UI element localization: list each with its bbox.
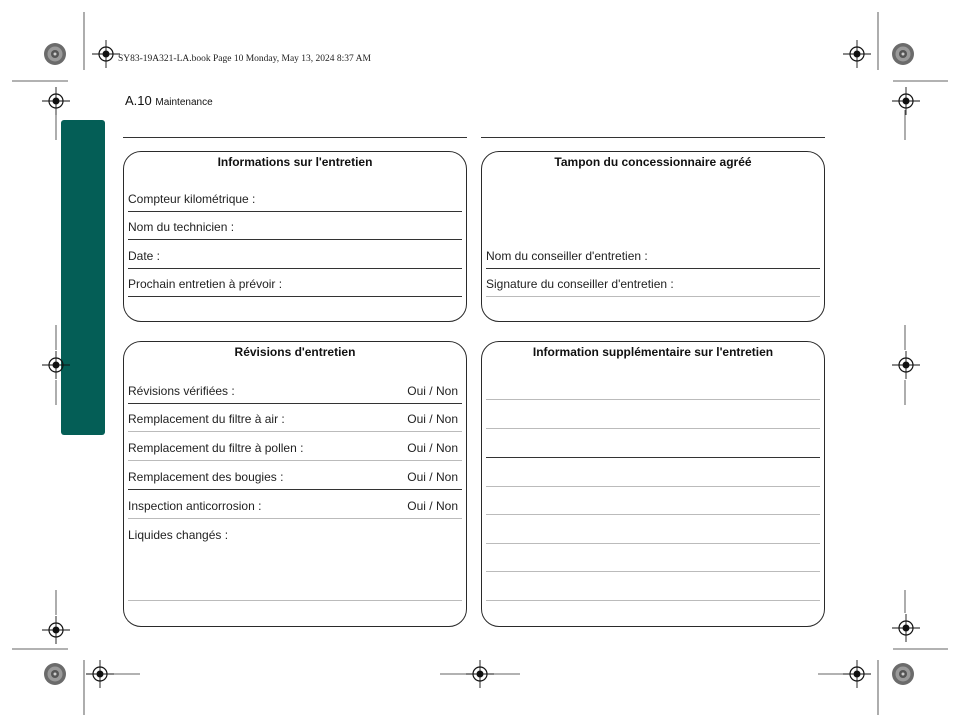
- field-label: Signature du conseiller d'entretien :: [486, 277, 674, 291]
- yes-no-choice[interactable]: Oui / Non: [407, 412, 458, 426]
- info-box-title: Informations sur l'entretien: [217, 155, 373, 169]
- field-label: Nom du technicien :: [128, 220, 235, 234]
- yes-no-choice[interactable]: Oui / Non: [407, 499, 458, 513]
- checklist-label: Remplacement du filtre à pollen :: [128, 441, 304, 455]
- slug-line: SY83-19A321-LA.book Page 10 Monday, May 13, 2024 8:37 AM: [118, 54, 371, 64]
- yes-no-choice[interactable]: Oui / Non: [407, 384, 458, 398]
- dealer-box-title: Tampon du concessionnaire agréé: [554, 155, 752, 169]
- field-label: Date :: [128, 249, 161, 263]
- field-label: Prochain entretien à prévoir :: [128, 277, 283, 291]
- revisions-box-title: Révisions d'entretien: [234, 345, 356, 359]
- field-label: Compteur kilométrique :: [128, 192, 256, 206]
- section-number: A.10: [125, 93, 152, 108]
- fluids-label: Liquides changés :: [128, 528, 229, 542]
- field-label: Nom du conseiller d'entretien :: [486, 249, 648, 263]
- section-title: Maintenance: [155, 97, 213, 108]
- extra-info-box-title: Information supplémentaire sur l'entretien: [532, 345, 774, 359]
- checklist-label: Révisions vérifiées :: [128, 384, 235, 398]
- checklist-label: Remplacement du filtre à air :: [128, 412, 285, 426]
- yes-no-choice[interactable]: Oui / Non: [407, 441, 458, 455]
- checklist-label: Remplacement des bougies :: [128, 470, 284, 484]
- yes-no-choice[interactable]: Oui / Non: [407, 470, 458, 484]
- checklist-label: Inspection anticorrosion :: [128, 499, 262, 513]
